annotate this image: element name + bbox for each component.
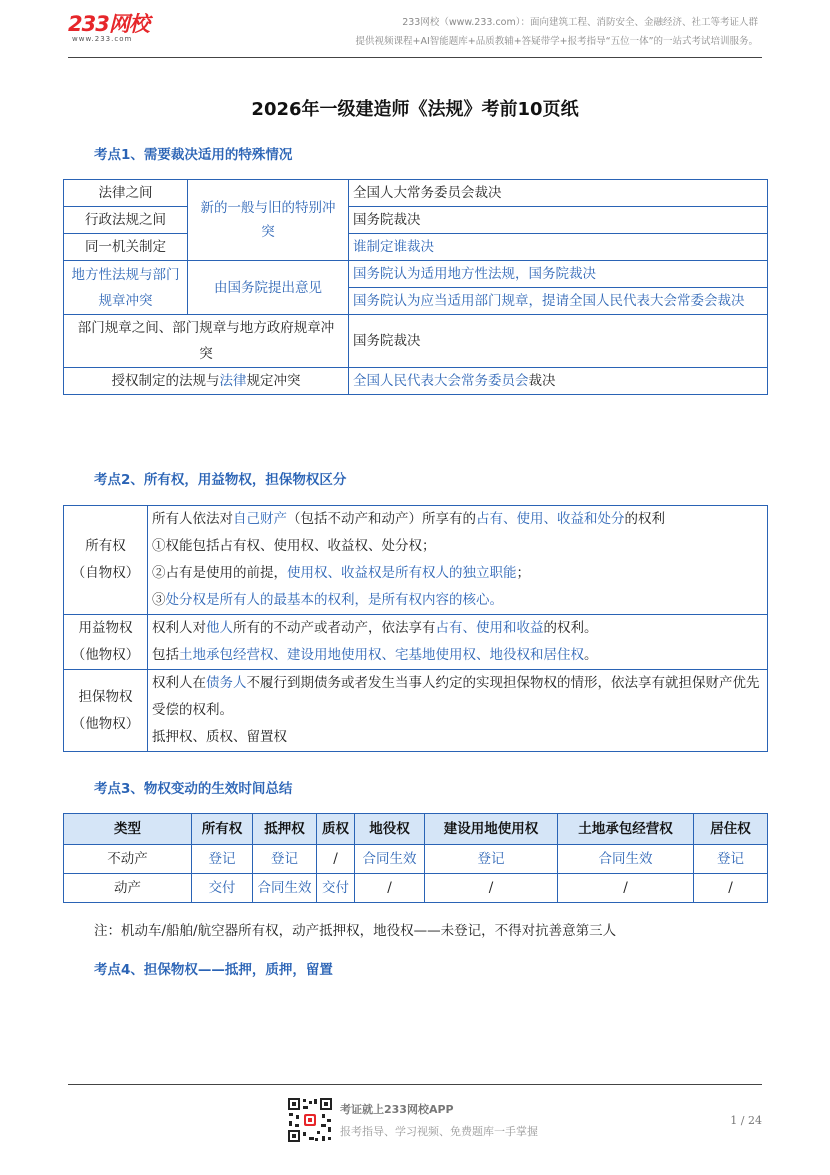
table-row — [64, 368, 768, 395]
table-row — [64, 670, 768, 752]
table-cell — [148, 506, 768, 615]
table-cell: 新的一般与旧的特别冲突 — [188, 180, 349, 261]
text-line — [152, 642, 763, 669]
qr-code-icon[interactable] — [287, 1097, 333, 1143]
column-header: 所有权 — [192, 814, 253, 845]
table-cell — [64, 506, 148, 615]
note-text: 注：机动车/船舶/航空器所有权，动产抵押权，地役权——未登记，不得对抗善意第三人 — [94, 923, 617, 939]
text-run: ②占有是使用的前提， — [152, 565, 287, 581]
header-tagline — [356, 13, 759, 51]
text-line: 抵押权、质权、留置权 — [152, 729, 287, 745]
footer-app-subtitle: 报考指导、学习视频、免费题库一手掌握 — [340, 1125, 538, 1138]
text-run: 使用权、收益权是所有权人的独立职能 — [287, 565, 517, 581]
table-property-rights — [63, 505, 768, 752]
table-cell: 动产 — [64, 874, 192, 903]
page-header — [0, 0, 830, 62]
header-line-1: 233网校（www.233.com）：面向建筑工程、消防安全、金融经济、社工等考证人群 — [402, 17, 758, 28]
table-cell — [349, 368, 768, 395]
table-cell: 登记 — [253, 845, 317, 874]
logo-url: www.233.com — [72, 35, 133, 43]
text-run: 债务人 — [206, 675, 247, 691]
table-cell: 国务院裁决 — [349, 315, 768, 368]
text-run: 。 — [584, 647, 598, 663]
text-run: 所有的不动产或者动产，依法享有 — [233, 620, 436, 636]
table-cell: 合同生效 — [253, 874, 317, 903]
table-cell: 同一机关制定 — [64, 234, 188, 261]
header-line-2: 提供视频课程+AI智能题库+品质教辅+答疑带学+报考指导“五位一体”的一站式考试培训服务。 — [355, 36, 758, 47]
text-line — [152, 560, 763, 587]
text-run: 裁决 — [528, 373, 556, 389]
brand-logo[interactable] — [68, 8, 168, 44]
footer-app-title: 考证就上233网校APP — [340, 1103, 454, 1116]
column-header: 居住权 — [694, 814, 768, 845]
text-run: 权利人在 — [152, 675, 206, 691]
table-cell: 不动产 — [64, 845, 192, 874]
footer-divider — [68, 1084, 762, 1085]
table-row — [64, 845, 768, 874]
text-run: 的权利 — [624, 511, 665, 527]
table-row — [64, 261, 768, 288]
table-cell: 国务院认为适用地方性法规，国务院裁决 — [349, 261, 768, 288]
text-run: 占有、使用和收益 — [435, 620, 544, 636]
table-cell: 国务院裁决 — [349, 207, 768, 234]
page-number: 1 / 24 — [730, 1114, 762, 1127]
table-cell: 由国务院提出意见 — [188, 261, 349, 315]
text-run: 所有人依法对 — [152, 511, 233, 527]
row-label: 所有权 — [85, 538, 126, 554]
row-label-sub: （他物权） — [71, 715, 140, 732]
table-cell — [148, 670, 768, 752]
column-header: 类型 — [64, 814, 192, 845]
table-row — [64, 207, 768, 234]
table-cell: 合同生效 — [355, 845, 425, 874]
section-heading-3: 考点3、物权变动的生效时间总结 — [94, 781, 293, 797]
column-header: 地役权 — [355, 814, 425, 845]
text-run: （包括不动产和动产）所享有的 — [287, 511, 476, 527]
text-line — [152, 506, 763, 533]
text-run: 处分权是所有人的最基本的权利，是所有权内容的核心。 — [165, 592, 503, 608]
table-cell — [148, 615, 768, 670]
logo-text: 233网校 — [68, 12, 149, 36]
table-cell: 谁制定谁裁决 — [349, 234, 768, 261]
column-header: 抵押权 — [253, 814, 317, 845]
text-run: 土地承包经营权、建设用地使用权、宅基地使用权、地役权和居住权 — [179, 647, 584, 663]
table-cell: / — [694, 874, 768, 903]
table-cell: 国务院认为应当适用部门规章，提请全国人民代表大会常委会裁决 — [349, 288, 768, 315]
table-cell — [64, 368, 349, 395]
row-label: 担保物权 — [78, 688, 133, 705]
table-cell: 合同生效 — [558, 845, 694, 874]
text-run: ③ — [152, 592, 166, 608]
text-run: 不履行到期债务或者发生当事人约定的实现担保物权的情形，依法享有就担保财产优先受偿的权利。 — [152, 675, 760, 718]
section-heading-4: 考点4、担保物权——抵押，质押，留置 — [94, 962, 333, 978]
text-line — [152, 670, 763, 724]
document-title: 2026年一级建造师《法规》考前10页纸 — [251, 99, 579, 120]
table-cell: 部门规章之间、部门规章与地方政府规章冲突 — [64, 315, 349, 368]
table-cell: 交付 — [192, 874, 253, 903]
table-cell: 行政法规之间 — [64, 207, 188, 234]
table-row — [64, 874, 768, 903]
text-run: 自己财产 — [233, 511, 287, 527]
table-header-row — [64, 814, 768, 845]
table-cell: / — [317, 845, 355, 874]
text-run: 包括 — [152, 647, 179, 663]
section-heading-1: 考点1、需要裁决适用的特殊情况 — [94, 147, 293, 163]
table-cell: 登记 — [694, 845, 768, 874]
column-header: 质权 — [317, 814, 355, 845]
text-run: 法律 — [219, 373, 247, 389]
table-cell: 登记 — [192, 845, 253, 874]
text-run: 权利人对 — [152, 620, 206, 636]
text-line — [152, 587, 763, 614]
row-label: 用益物权 — [78, 620, 133, 636]
table-cell: 登记 — [425, 845, 558, 874]
table-cell: 地方性法规与部门规章冲突 — [64, 261, 188, 315]
text-run: 规定冲突 — [246, 373, 301, 389]
table-cell — [64, 615, 148, 670]
table-row — [64, 506, 768, 615]
section-heading-2: 考点2、所有权，用益物权，担保物权区分 — [94, 472, 347, 488]
text-run: 他人 — [206, 620, 233, 636]
table-cell — [64, 670, 148, 752]
text-run: 的权利。 — [543, 620, 598, 636]
table-cell: / — [425, 874, 558, 903]
table-cell: / — [355, 874, 425, 903]
text-line — [152, 615, 763, 642]
text-run: 占有、使用、收益和处分 — [476, 511, 625, 527]
text-line: ①权能包括占有权、使用权、收益权、处分权； — [152, 538, 436, 554]
column-header: 土地承包经营权 — [558, 814, 694, 845]
table-cell: / — [558, 874, 694, 903]
column-header: 建设用地使用权 — [425, 814, 558, 845]
table-row — [64, 315, 768, 368]
table-effective-time — [63, 813, 768, 903]
table-cell: 法律之间 — [64, 180, 188, 207]
table-row — [64, 615, 768, 670]
text-run: 全国人民代表大会常务委员会 — [353, 373, 529, 389]
text-run: 授权制定的法规与 — [111, 373, 220, 389]
table-ruling-conflicts — [63, 179, 768, 395]
header-divider — [68, 57, 762, 58]
text-run: ； — [516, 565, 530, 581]
row-label-sub: （他物权） — [71, 647, 140, 663]
table-row — [64, 180, 768, 207]
table-cell: 全国人大常务委员会裁决 — [349, 180, 768, 207]
table-row — [64, 234, 768, 261]
table-cell: 交付 — [317, 874, 355, 903]
row-label-sub: （自物权） — [71, 565, 140, 581]
